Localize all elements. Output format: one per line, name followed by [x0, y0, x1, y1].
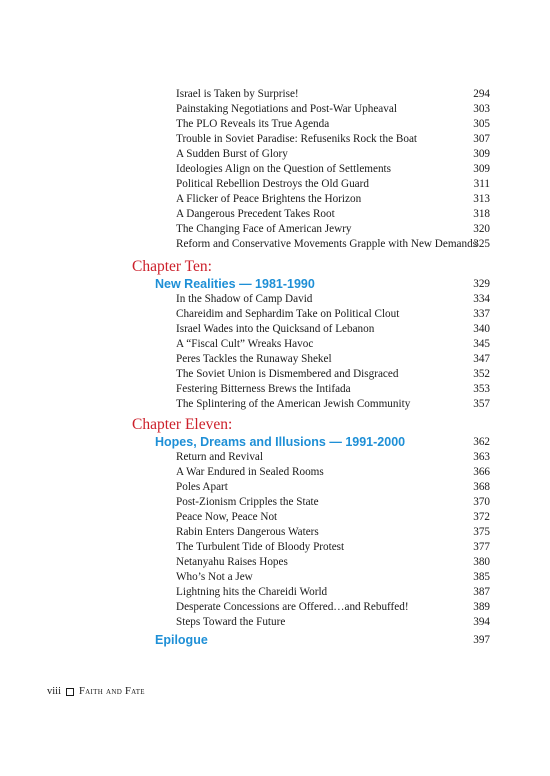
- toc-entry-title: The Soviet Union is Dismembered and Disgraced: [176, 368, 399, 380]
- toc-entry-page: 325: [473, 238, 490, 250]
- epilogue-page: 397: [473, 634, 490, 646]
- toc-entry-page: 394: [473, 616, 490, 628]
- toc-entry-page: 347: [473, 353, 490, 365]
- toc-entry: [176, 222, 490, 237]
- toc-entry-title: Netanyahu Raises Hopes: [176, 556, 288, 568]
- toc-entry-page: 385: [473, 571, 490, 583]
- toc-entry-title: Peres Tackles the Runaway Shekel: [176, 353, 332, 365]
- toc-entry-title: Festering Bitterness Brews the Intifada: [176, 383, 351, 395]
- toc-entry: [176, 510, 490, 525]
- toc-entry-page: 357: [473, 398, 490, 410]
- toc-entry-page: 377: [473, 541, 490, 553]
- toc-entry-title: Chareidim and Sephardim Take on Political Clout: [176, 308, 400, 320]
- toc-entry: [176, 570, 490, 585]
- toc-entry: [176, 192, 490, 207]
- toc-entry-page: 370: [473, 496, 490, 508]
- toc-entry: [176, 382, 490, 397]
- toc-entry-title: A Flicker of Peace Brightens the Horizon: [176, 193, 362, 205]
- toc-entry-page: 334: [473, 293, 490, 305]
- toc-entry: [176, 337, 490, 352]
- running-book-title: Faith and Fate: [79, 686, 145, 697]
- toc-entry-page: 340: [473, 323, 490, 335]
- toc-entry: [176, 207, 490, 222]
- toc-entry: [176, 615, 490, 630]
- chapter-eleven-page: 362: [473, 436, 490, 448]
- toc-entry-title: Peace Now, Peace Not: [176, 511, 278, 523]
- square-ornament-icon: [66, 688, 74, 696]
- chapter-eleven-heading: Chapter Eleven:: [132, 416, 233, 433]
- toc-entry-page: 311: [473, 178, 490, 190]
- chapter-ten-subtitle-row: [155, 276, 490, 292]
- toc-entry: [176, 307, 490, 322]
- toc-entry-page: 387: [473, 586, 490, 598]
- toc-entry-title: Steps Toward the Future: [176, 616, 286, 628]
- toc-entry-page: 313: [473, 193, 490, 205]
- chapter-ten-page: 329: [473, 278, 490, 290]
- toc-entry-title: A Sudden Burst of Glory: [176, 148, 288, 160]
- toc-entry-page: 294: [473, 88, 490, 100]
- toc-entry-title: A “Fiscal Cult” Wreaks Havoc: [176, 338, 314, 350]
- page-numeral: viii: [47, 686, 62, 697]
- toc-entry-title: Return and Revival: [176, 451, 263, 463]
- toc-entry-title: Painstaking Negotiations and Post-War Upheaval: [176, 103, 397, 115]
- toc-entry-title: A Dangerous Precedent Takes Root: [176, 208, 335, 220]
- toc-entry-page: 305: [473, 118, 490, 130]
- chapter-ten-subtitle: New Realities — 1981-1990: [155, 277, 315, 291]
- toc-entry-title: Poles Apart: [176, 481, 228, 493]
- toc-entry-title: A War Endured in Sealed Rooms: [176, 466, 324, 478]
- toc-entry-title: Ideologies Align on the Question of Settlements: [176, 163, 392, 175]
- toc-entry-title: The PLO Reveals its True Agenda: [176, 118, 330, 130]
- toc-entry-title: The Turbulent Tide of Bloody Protest: [176, 541, 345, 553]
- toc-entry: [176, 495, 490, 510]
- toc-entry: [176, 102, 490, 117]
- toc-entry: [176, 480, 490, 495]
- toc-entry-page: 363: [473, 451, 490, 463]
- toc-entry-page: 345: [473, 338, 490, 350]
- epilogue-title: Epilogue: [155, 633, 208, 647]
- chapter-ten-heading: Chapter Ten:: [132, 258, 212, 275]
- toc-entry: [176, 352, 490, 367]
- toc-entry: [176, 367, 490, 382]
- toc-entry-title: Trouble in Soviet Paradise: Refuseniks Rock the Boat: [176, 133, 418, 145]
- toc-entry-page: 303: [473, 103, 490, 115]
- toc-entry-title: Who’s Not a Jew: [176, 571, 253, 583]
- toc-entry: [176, 87, 490, 102]
- toc-entry-title: Desperate Concessions are Offered…and Rebuffed!: [176, 601, 409, 613]
- toc-entry: [176, 397, 490, 412]
- toc-entry: [176, 237, 490, 252]
- toc-entry-page: 375: [473, 526, 490, 538]
- toc-entry: [176, 465, 490, 480]
- toc-entry: [176, 322, 490, 337]
- toc-entry-page: 366: [473, 466, 490, 478]
- toc-entry-title: Israel Wades into the Quicksand of Lebanon: [176, 323, 375, 335]
- page-footer: [47, 686, 145, 697]
- toc-entry: [176, 147, 490, 162]
- toc-entry-page: 352: [473, 368, 490, 380]
- toc-entry-page: 309: [473, 163, 490, 175]
- toc-entry-page: 307: [473, 133, 490, 145]
- toc-entry: [176, 540, 490, 555]
- toc-entry-page: 318: [473, 208, 490, 220]
- toc-entry: [176, 585, 490, 600]
- toc-entry: [176, 525, 490, 540]
- toc-entry-title: The Splintering of the American Jewish Community: [176, 398, 411, 410]
- toc-entry-title: Post-Zionism Cripples the State: [176, 496, 319, 508]
- toc-entry-page: 320: [473, 223, 490, 235]
- toc-entry-title: In the Shadow of Camp David: [176, 293, 313, 305]
- toc-entry: [176, 132, 490, 147]
- toc-entry-page: 337: [473, 308, 490, 320]
- toc-entry-page: 353: [473, 383, 490, 395]
- toc-entry: [176, 177, 490, 192]
- toc-entry: [176, 117, 490, 132]
- toc-entry-title: Israel is Taken by Surprise!: [176, 88, 299, 100]
- chapter-eleven-subtitle-row: [155, 434, 490, 450]
- toc-entry-title: The Changing Face of American Jewry: [176, 223, 352, 235]
- toc-entry: [176, 450, 490, 465]
- toc-entry-page: 372: [473, 511, 490, 523]
- toc-entry-title: Reform and Conservative Movements Grapple with New Demands: [176, 238, 478, 250]
- toc-entry: [176, 555, 490, 570]
- toc-entry: [176, 162, 490, 177]
- toc-entry: [176, 600, 490, 615]
- toc-entry-title: Lightning hits the Chareidi World: [176, 586, 328, 598]
- toc-entry-page: 389: [473, 601, 490, 613]
- toc-entry-page: 380: [473, 556, 490, 568]
- chapter-eleven-subtitle: Hopes, Dreams and Illusions — 1991-2000: [155, 435, 406, 449]
- toc-entry-page: 309: [473, 148, 490, 160]
- toc-entry-page: 368: [473, 481, 490, 493]
- epilogue-row: [155, 632, 490, 648]
- toc-entry-title: Rabin Enters Dangerous Waters: [176, 526, 319, 538]
- toc-entry: [176, 292, 490, 307]
- toc-entry-title: Political Rebellion Destroys the Old Guard: [176, 178, 369, 190]
